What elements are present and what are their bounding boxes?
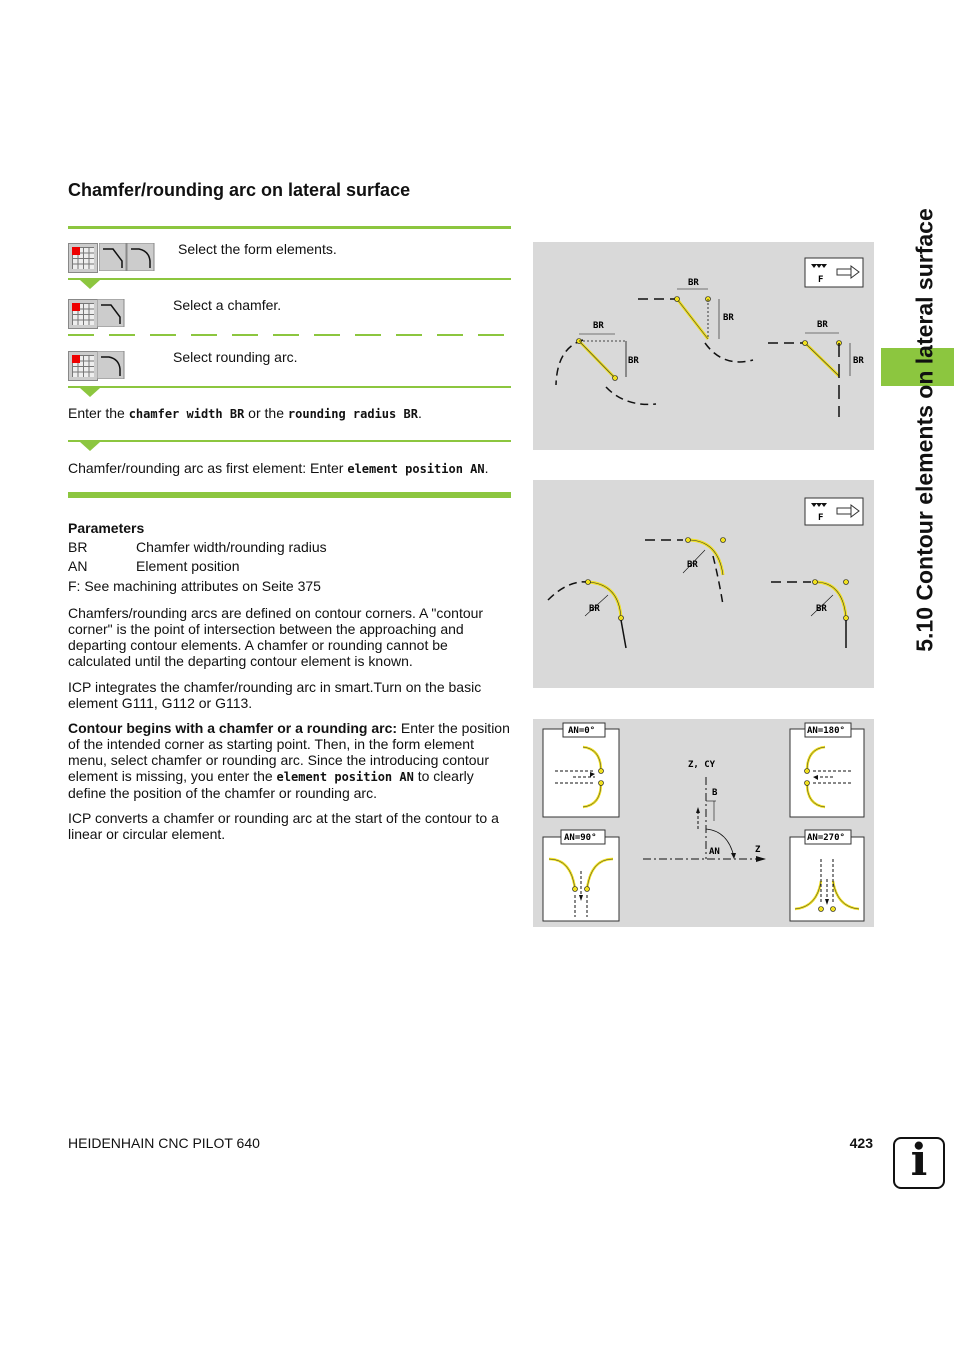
chamfer-icon xyxy=(97,299,125,327)
step-table-end xyxy=(68,492,511,498)
svg-text:BR: BR xyxy=(817,320,828,330)
axis-z-label: Z xyxy=(755,845,761,855)
body-paragraph-1: Chamfers/rounding arcs are defined on contour corners. A "contour corner" is the point of intersection between the approaching and departing contour elements. A chamfer or rounding cannot be calculated until the departing contour element is known. xyxy=(68,605,484,669)
figure-element-position xyxy=(533,719,874,927)
section-heading: Chamfer/rounding arc on lateral surface xyxy=(68,180,411,200)
svg-text:BR: BR xyxy=(628,356,639,366)
step-divider xyxy=(68,226,511,229)
step-divider xyxy=(68,386,511,388)
form-elements-icon xyxy=(68,351,98,381)
axis-an-label: AN xyxy=(709,847,720,857)
info-icon: i xyxy=(893,1137,945,1189)
step-select-chamfer: Select a chamfer. xyxy=(173,297,282,313)
svg-text:BR: BR xyxy=(853,356,864,366)
svg-text:BR: BR xyxy=(589,604,600,614)
svg-text:BR: BR xyxy=(723,313,734,323)
form-elements-icon xyxy=(68,299,98,329)
an-180-label: AN=180° xyxy=(807,726,845,736)
axis-z-cy-label: Z, CY xyxy=(688,760,716,770)
chamfer-rounding-icons xyxy=(99,243,155,271)
page-number: 423 xyxy=(849,1135,873,1151)
an-90-label: AN=90° xyxy=(564,833,597,843)
param-f-note: F: See machining attributes on Seite 375 xyxy=(68,578,321,594)
attribute-f-label: F xyxy=(818,275,824,285)
svg-text:BR: BR xyxy=(816,604,827,614)
body-paragraph-2: ICP integrates the chamfer/rounding arc in smart.Turn on the basic element G111, G112 or G113. xyxy=(68,679,482,711)
step-enter-br: Enter the chamfer width BR or the rounding radius BR. xyxy=(68,405,422,421)
figure-chamfer xyxy=(533,242,874,450)
parameters-heading: Parameters xyxy=(68,520,145,536)
step-select-form: Select the form elements. xyxy=(178,241,337,257)
step-divider xyxy=(68,440,511,442)
side-chapter-title: 5.10 Contour elements on lateral surface xyxy=(911,208,938,652)
attribute-f-label: F xyxy=(818,513,824,523)
step-select-rounding: Select rounding arc. xyxy=(173,349,298,365)
body-paragraph-4: ICP converts a chamfer or rounding arc at the start of the contour to a linear or circular element. xyxy=(68,810,499,842)
svg-text:BR: BR xyxy=(593,321,604,331)
step-first-element: Chamfer/rounding arc as first element: Enter element position AN. xyxy=(68,460,489,476)
footer-manual: HEIDENHAIN CNC PILOT 640 xyxy=(68,1135,260,1151)
step-arrow xyxy=(80,280,100,289)
body-paragraph-3: Contour begins with a chamfer or a rounding arc: Enter the position of the intended corner as starting point. Then, in the form element menu, select chamfer or rounding arc. Since the introducing contour element is missing, you enter the element position AN to clearly define the position of the chamfer or rounding arc. xyxy=(68,720,510,801)
step-arrow xyxy=(80,388,100,397)
figure-rounding xyxy=(533,480,874,688)
form-elements-icon xyxy=(68,243,98,273)
step-arrow xyxy=(80,442,100,451)
axis-b-label: B xyxy=(712,788,718,798)
svg-text:BR: BR xyxy=(687,560,698,570)
an-0-label: AN=0° xyxy=(568,726,596,736)
dashed-divider xyxy=(68,333,511,337)
svg-text:BR: BR xyxy=(688,278,699,288)
rounding-arc-icon xyxy=(97,351,125,379)
an-270-label: AN=270° xyxy=(807,833,845,843)
step-divider xyxy=(68,278,511,280)
